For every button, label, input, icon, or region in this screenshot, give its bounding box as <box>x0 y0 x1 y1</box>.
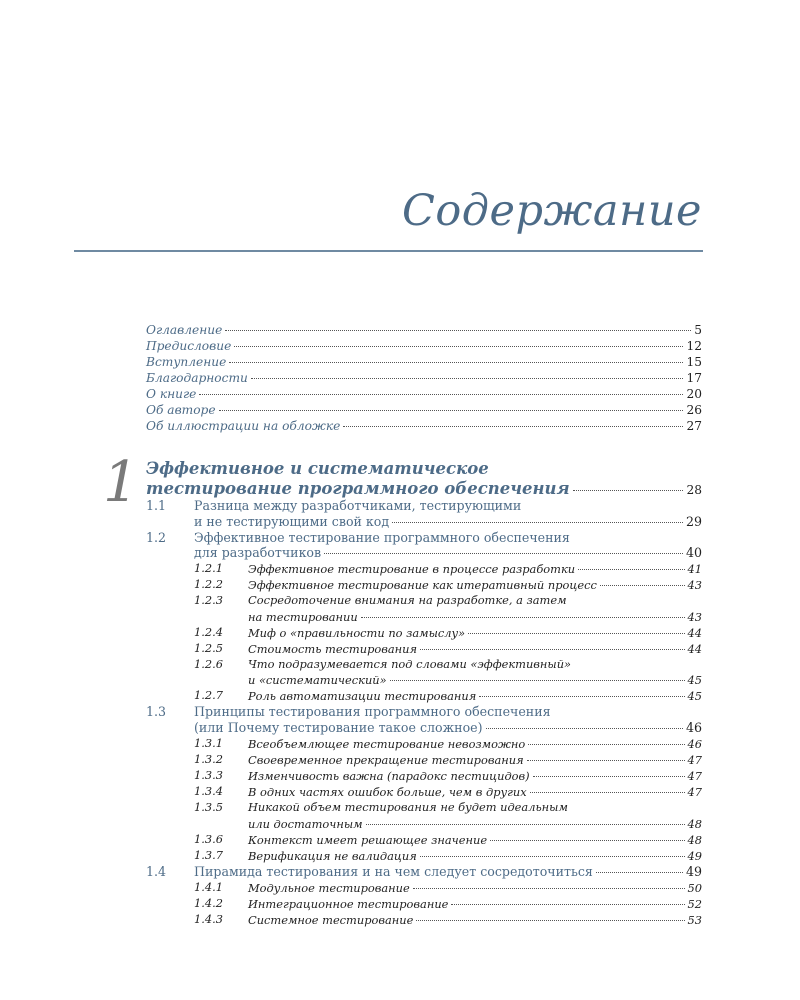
subsection-title-line1: Сосредоточение внимания на разработке, а затем <box>248 593 567 608</box>
leader-dots <box>392 522 683 523</box>
entry-label: (или Почему тестирование такое сложное) <box>194 719 483 735</box>
section-body <box>194 864 702 880</box>
subsection-indent <box>146 657 194 689</box>
subsection-indent <box>146 752 194 768</box>
subsection-body <box>248 800 702 832</box>
entry-page: 48 <box>687 816 702 831</box>
entry-label: и не тестирующими свой код <box>194 513 390 529</box>
entry-label: О книге <box>146 387 197 401</box>
subsection-title-row[interactable] <box>248 752 702 768</box>
chapter-title-line1: Эффективное и систематическое <box>146 459 489 478</box>
section-title-line1: Принципы тестирования программного обеспечения <box>194 704 551 720</box>
subsection-indent <box>146 577 194 593</box>
entry-label: В одних частях ошибок больше, чем в других <box>248 784 527 799</box>
subsection-body <box>248 912 702 928</box>
leader-dots <box>490 840 684 841</box>
subsection-number: 1.2.7 <box>194 688 223 703</box>
subsection-title-row[interactable] <box>248 561 702 577</box>
section-title-line2-row[interactable] <box>194 720 702 736</box>
entry-page: 50 <box>687 880 702 895</box>
subsection-number: 1.3.2 <box>194 751 223 766</box>
entry-page: 43 <box>687 578 702 593</box>
leader-dots <box>361 617 685 618</box>
subsection-title-row[interactable] <box>248 688 702 704</box>
entry-label: Модульное тестирование <box>248 880 410 895</box>
subsection-body <box>248 784 702 800</box>
leader-dots <box>413 888 685 889</box>
entry-page: 47 <box>687 784 702 799</box>
subsection-number: 1.2.3 <box>194 593 223 608</box>
leader-dots <box>533 776 685 777</box>
entry-page: 49 <box>687 848 702 863</box>
subsection-entry[interactable] <box>146 880 702 896</box>
subsection-title-line1: Никакой объем тестирования не будет идеальным <box>248 799 568 814</box>
entry-page: 43 <box>687 609 702 624</box>
chapter-title-line2-row <box>146 481 702 498</box>
leader-dots <box>229 362 683 363</box>
leader-dots <box>451 904 684 905</box>
entry-page: 49 <box>685 863 702 879</box>
subsection-indent <box>146 896 194 912</box>
chapter-entries <box>146 457 702 928</box>
leader-dots <box>528 744 684 745</box>
subsection-number: 1.2.1 <box>194 561 223 576</box>
section-title-line2-row[interactable] <box>194 514 702 530</box>
subsection-number: 1.3.5 <box>194 799 223 814</box>
entry-page: 29 <box>685 513 702 529</box>
entry-page: 44 <box>687 625 702 640</box>
entry-label: Вступление <box>146 355 227 369</box>
entry-label: Роль автоматизации тестирования <box>248 689 477 704</box>
section-title-line1: Разница между разработчиками, тестирующими <box>194 498 522 513</box>
entry-label: Миф о «правильности по замыслу» <box>248 625 466 640</box>
subsection-number: 1.3.1 <box>194 735 223 750</box>
subsection-indent <box>146 625 194 641</box>
leader-dots <box>596 872 683 873</box>
section-entry[interactable] <box>146 498 702 530</box>
subsection-indent <box>146 688 194 704</box>
leader-dots <box>343 426 683 427</box>
leader-dots <box>600 585 685 586</box>
subsection-entry[interactable] <box>146 784 702 800</box>
section-number: 1.2 <box>146 529 167 545</box>
subsection-entry[interactable] <box>146 848 702 864</box>
entry-label: Верификация не валидация <box>248 848 417 863</box>
subsection-title-row[interactable] <box>248 880 702 896</box>
subsection-number: 1.3.7 <box>194 847 223 862</box>
entry-label: Интеграционное тестирование <box>248 896 449 911</box>
entry-label: на тестировании <box>248 609 358 624</box>
leader-dots <box>251 378 684 379</box>
subsection-number: 1.4.2 <box>194 895 223 910</box>
subsection-entry[interactable] <box>146 577 702 593</box>
leader-dots <box>527 760 685 761</box>
section-entry[interactable] <box>146 530 702 562</box>
front-matter-item[interactable] <box>146 402 702 418</box>
section-list <box>146 498 702 928</box>
entry-label: Об авторе <box>146 403 216 417</box>
chapter-number: 1 <box>103 450 139 515</box>
entry-label: Системное тестирование <box>248 912 414 927</box>
section-entry[interactable] <box>146 864 702 880</box>
front-matter-item[interactable] <box>146 322 702 338</box>
subsection-entry[interactable] <box>146 768 702 784</box>
subsection-number: 1.2.5 <box>194 640 223 655</box>
subsection-body <box>248 593 702 625</box>
entry-page: 15 <box>686 355 702 369</box>
subsection-number: 1.3.3 <box>194 767 223 782</box>
subsection-title-line2-row[interactable] <box>248 672 702 688</box>
entry-label: для разработчиков <box>194 545 322 561</box>
subsection-body <box>248 625 702 641</box>
subsection-title-row[interactable] <box>248 625 702 641</box>
subsection-entry[interactable] <box>146 752 702 768</box>
subsection-body <box>248 848 702 864</box>
entry-page: 46 <box>687 736 702 751</box>
subsection-title-row[interactable] <box>248 784 702 800</box>
subsection-entry[interactable] <box>146 625 702 641</box>
subsection-body <box>248 657 702 689</box>
subsection-title-line2-row[interactable] <box>248 816 702 832</box>
subsection-indent <box>146 561 194 577</box>
entry-label: Эффективное тестирование в процессе разработки <box>248 562 576 577</box>
subsection-number: 1.2.6 <box>194 656 223 671</box>
section-number: 1.4 <box>146 863 167 879</box>
section-body <box>194 530 702 562</box>
chapter-title-line2: тестирование программного обеспечения <box>146 479 570 498</box>
leader-dots <box>573 490 684 491</box>
entry-label: или достаточным <box>248 816 363 831</box>
entry-label: Контекст имеет решающее значение <box>248 832 488 847</box>
subsection-number: 1.3.4 <box>194 783 223 798</box>
subsection-title-line1: Что подразумевается под словами «эффективный» <box>248 656 572 671</box>
entry-page: 5 <box>694 323 702 337</box>
subsection-entry[interactable] <box>146 641 702 657</box>
subsection-body <box>248 736 702 752</box>
subsection-entry[interactable] <box>146 832 702 848</box>
section-number: 1.1 <box>146 498 167 513</box>
subsection-body <box>248 896 702 912</box>
subsection-title-row[interactable] <box>248 768 702 784</box>
subsection-body <box>248 880 702 896</box>
entry-label: Оглавление <box>146 323 223 337</box>
subsection-entry[interactable] <box>146 593 702 625</box>
entry-label: Пирамида тестирования и на чем следует сосредоточиться <box>194 863 593 879</box>
entry-page: 17 <box>686 371 702 385</box>
entry-page: 47 <box>687 752 702 767</box>
leader-dots <box>390 680 685 681</box>
entry-label: Благодарности <box>146 371 248 385</box>
subsection-number: 1.2.2 <box>194 577 223 592</box>
subsection-body <box>248 832 702 848</box>
subsection-title-row[interactable] <box>248 832 702 848</box>
section-body <box>194 704 702 736</box>
subsection-title-row[interactable] <box>248 736 702 752</box>
subsection-body <box>248 688 702 704</box>
subsection-number: 1.2.4 <box>194 624 223 639</box>
subsection-title-row[interactable] <box>248 848 702 864</box>
leader-dots <box>420 856 685 857</box>
entry-label: Стоимость тестирования <box>248 641 418 656</box>
subsection-body <box>248 577 702 593</box>
subsection-indent <box>146 593 194 625</box>
entry-page: 44 <box>687 641 702 656</box>
subsection-title-line2-row[interactable] <box>248 609 702 625</box>
section-title-row[interactable] <box>194 864 702 880</box>
entry-label: Предисловие <box>146 339 232 353</box>
leader-dots <box>530 792 685 793</box>
entry-page: 45 <box>687 673 702 688</box>
section-title-line1: Эффективное тестирование программного обеспечения <box>194 529 570 545</box>
subsection-title-row[interactable] <box>248 641 702 657</box>
subsection-title-row[interactable] <box>248 912 702 928</box>
entry-page: 48 <box>687 832 702 847</box>
subsection-entry[interactable] <box>146 561 702 577</box>
leader-dots <box>219 410 684 411</box>
leader-dots <box>578 569 684 570</box>
subsection-indent <box>146 784 194 800</box>
subsection-body <box>248 752 702 768</box>
page-title: Содержание <box>402 186 702 236</box>
title-divider <box>74 250 703 252</box>
subsection-body <box>248 641 702 657</box>
leader-dots <box>468 633 684 634</box>
leader-dots <box>416 920 684 921</box>
entry-label: Эффективное тестирование как итеративный процесс <box>248 578 597 593</box>
subsection-title-row[interactable] <box>248 577 702 593</box>
entry-page: 12 <box>686 339 702 353</box>
entry-page: 45 <box>687 689 702 704</box>
entry-page: 41 <box>687 562 702 577</box>
entry-label: Своевременное прекращение тестирования <box>248 752 524 767</box>
section-title-line2-row[interactable] <box>194 545 702 561</box>
front-matter-item[interactable] <box>146 370 702 386</box>
entry-page: 46 <box>685 719 702 735</box>
entry-page: 26 <box>686 403 702 417</box>
subsection-entry[interactable] <box>146 657 702 689</box>
entry-page: 52 <box>687 896 702 911</box>
entry-label: Об иллюстрации на обложке <box>146 419 341 433</box>
entry-page: 53 <box>687 912 702 927</box>
subsection-entry[interactable] <box>146 896 702 912</box>
entry-page: 27 <box>686 419 702 433</box>
section-entry[interactable] <box>146 704 702 736</box>
leader-dots <box>225 330 691 331</box>
subsection-entry[interactable] <box>146 912 702 928</box>
chapter-page: 28 <box>686 483 702 497</box>
leader-dots <box>479 696 684 697</box>
entry-page: 40 <box>685 545 702 561</box>
chapter-title[interactable] <box>146 457 702 498</box>
subsection-number: 1.3.6 <box>194 831 223 846</box>
subsection-number: 1.4.3 <box>194 911 223 926</box>
leader-dots <box>486 728 683 729</box>
subsection-indent <box>146 800 194 832</box>
subsection-entry[interactable] <box>146 800 702 832</box>
front-matter-item[interactable] <box>146 354 702 370</box>
subsection-indent <box>146 832 194 848</box>
entry-label: Всеобъемлющее тестирование невозможно <box>248 736 526 751</box>
leader-dots <box>420 649 684 650</box>
subsection-indent <box>146 880 194 896</box>
subsection-indent <box>146 641 194 657</box>
subsection-indent <box>146 768 194 784</box>
front-matter-item[interactable] <box>146 418 702 434</box>
entry-page: 20 <box>686 387 702 401</box>
leader-dots <box>234 346 683 347</box>
leader-dots <box>366 824 685 825</box>
entry-label: Изменчивость важна (парадокс пестицидов) <box>248 768 530 783</box>
front-matter-item[interactable] <box>146 338 702 354</box>
entry-label: и «систематический» <box>248 673 387 688</box>
section-body <box>194 498 702 530</box>
front-matter-item[interactable] <box>146 386 702 402</box>
subsection-indent <box>146 848 194 864</box>
subsection-title-row[interactable] <box>248 896 702 912</box>
subsection-body <box>248 768 702 784</box>
subsection-number: 1.4.1 <box>194 879 223 894</box>
leader-dots <box>324 553 683 554</box>
section-number: 1.3 <box>146 704 167 720</box>
subsection-body <box>248 561 702 577</box>
leader-dots <box>199 394 683 395</box>
subsection-indent <box>146 736 194 752</box>
subsection-entry[interactable] <box>146 736 702 752</box>
front-matter-list <box>146 322 702 434</box>
entry-page: 47 <box>687 768 702 783</box>
subsection-indent <box>146 912 194 928</box>
subsection-entry[interactable] <box>146 688 702 704</box>
